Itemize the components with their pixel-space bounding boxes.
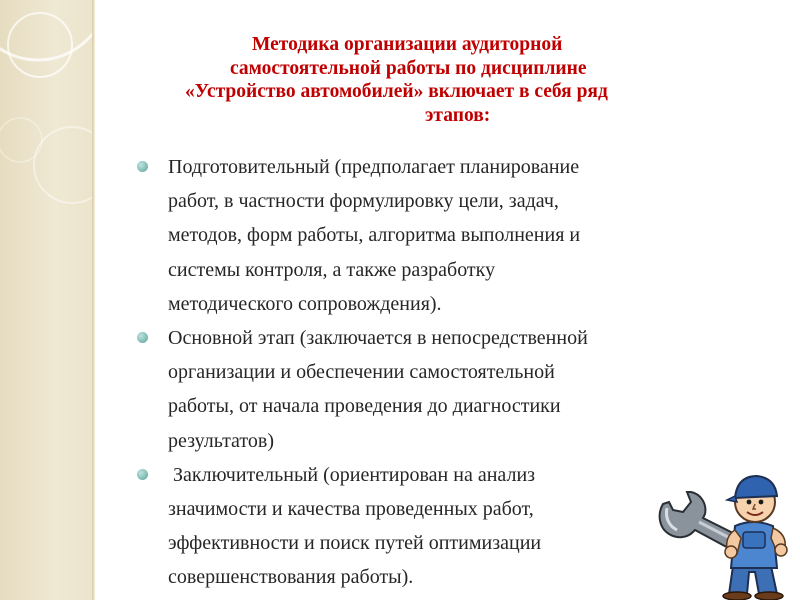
list-item-line: эффективности и поиск путей оптимизации bbox=[168, 532, 542, 555]
list-item-line: совершенствования работы). bbox=[168, 566, 414, 589]
list-item bbox=[135, 150, 755, 321]
decorative-circles bbox=[0, 0, 92, 600]
list-item-line: работ, в частности формулировку цели, задач, bbox=[168, 190, 559, 213]
list-item-line: Заключительный (ориентирован на анализ bbox=[168, 463, 536, 486]
bullet-icon bbox=[137, 469, 148, 480]
slide-title bbox=[150, 33, 790, 127]
list-item bbox=[135, 321, 755, 458]
title-line: самостоятельной работы по дисциплине bbox=[230, 57, 587, 79]
title-line: Методика организации аудиторной bbox=[252, 34, 563, 55]
list-item-line: системы контроля, а также разработку bbox=[168, 258, 496, 281]
title-line: этапов: bbox=[425, 104, 491, 126]
sidebar-edge bbox=[92, 0, 95, 600]
list-item-line: методов, форм работы, алгоритма выполнения и bbox=[168, 224, 581, 247]
bullet-icon bbox=[137, 332, 148, 343]
mechanic-with-wrench-icon bbox=[655, 462, 795, 600]
list-item-line: Подготовительный (предполагает планирование bbox=[168, 156, 580, 178]
list-item-line: Основной этап (заключается в непосредственной bbox=[168, 327, 588, 350]
list-item-line: значимости и качества проведенных работ, bbox=[168, 498, 534, 521]
list-item-line: результатов) bbox=[168, 429, 274, 452]
title-line: «Устройство автомобилей» включает в себя ряд bbox=[185, 81, 608, 102]
list-item-line: организации и обеспечении самостоятельной bbox=[168, 361, 555, 384]
bullet-icon bbox=[137, 161, 148, 172]
list-item-line: методического сопровождения). bbox=[168, 292, 442, 315]
sidebar-decoration bbox=[0, 0, 92, 600]
list-item-line: работы, от начала проведения до диагностики bbox=[168, 395, 561, 418]
